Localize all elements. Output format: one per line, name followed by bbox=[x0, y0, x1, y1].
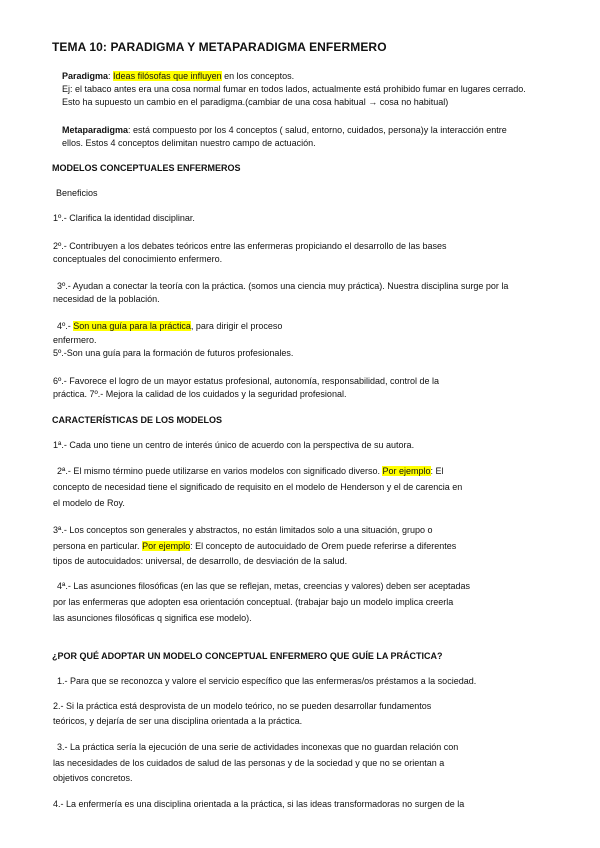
porque-4-line1: 4.- La enfermería es una disciplina orientada a la práctica, si las ideas transformadoras no surgen de la bbox=[53, 799, 465, 809]
beneficio-4-prefix: 4º.- bbox=[57, 321, 74, 331]
caracteristica-3-line3: tipos de autocuidados: universal, de desarrollo, de desviación de la salud. bbox=[53, 556, 348, 566]
caracteristica-2-highlight: Por ejemplo bbox=[382, 466, 431, 476]
beneficio-3-line1: 3º.- Ayudan a conectar la teoría con la práctica. (somos una ciencia muy práctica). Nuestra disciplina surge por la bbox=[57, 281, 509, 291]
beneficio-6-line1: 6º.- Favorece el logro de un mayor estatus profesional, autonomía, responsabilidad, control de la bbox=[53, 376, 440, 386]
paradigma-example: Ej: el tabaco antes era una cosa normal fumar en todos lados, actualmente está prohibido fumar en lugares cerrado. bbox=[62, 84, 526, 94]
caracteristica-4-line3: las asunciones filosóficas q significa ese modelo). bbox=[53, 613, 252, 623]
beneficio-6-line2: práctica. 7º.- Mejora la calidad de los cuidados y la seguridad profesional. bbox=[53, 389, 347, 399]
metaparadigma-rest: : está compuesto por los 4 conceptos ( salud, entorno, cuidados, persona)y la interacción entre bbox=[128, 125, 507, 135]
beneficio-2-line2: conceptuales del conocimiento enfermero. bbox=[53, 254, 223, 264]
caracteristica-3-line2 bbox=[53, 540, 456, 552]
caracteristica-4-line2: por las enfermeras que adopten esa orientación conceptual. (trabajar bajo un modelo implica creerla bbox=[53, 597, 454, 607]
metaparadigma-line2: ellos. Estos 4 conceptos delimitan nuestro campo de actuación. bbox=[62, 138, 316, 148]
paradigma-sep: : bbox=[108, 71, 114, 81]
section-heading-caracteristicas: CARACTERÍSTICAS DE LOS MODELOS bbox=[52, 415, 223, 425]
caracteristica-3-line1: 3ª.- Los conceptos son generales y abstractos, no están limitados solo a una situación, grupo o bbox=[53, 525, 433, 535]
page-title: TEMA 10: PARADIGMA Y METAPARADIGMA ENFERMERO bbox=[52, 40, 387, 54]
beneficio-2-line1: 2º.- Contribuyen a los debates teóricos entre las enfermeras propiciando el desarrollo de las bases bbox=[53, 241, 447, 251]
caracteristica-2-line3: el modelo de Roy. bbox=[53, 498, 125, 508]
caracteristica-4-line1: 4ª.- Las asunciones filosóficas (en las que se reflejan, metas, creencias y valores) deben ser aceptadas bbox=[57, 581, 471, 591]
beneficios-label: Beneficios bbox=[56, 188, 98, 198]
porque-3-line2: las necesidades de los cuidados de salud de las personas y de la sociedad y que no se orientan a bbox=[53, 758, 445, 768]
paradigma-note: Esto ha supuesto un cambio en el paradigma.(cambiar de una cosa habitual → cosa no habitual) bbox=[62, 97, 449, 107]
paradigma-highlight: Ideas filósofas que influyen bbox=[113, 71, 222, 81]
caracteristica-2-line1 bbox=[57, 465, 444, 477]
caracteristica-3-highlight: Por ejemplo bbox=[142, 541, 191, 551]
caracteristica-2-line2: concepto de necesidad tiene el significado de requisito en el modelo de Henderson y el de carencia en bbox=[53, 482, 463, 492]
section-heading-porque: ¿POR QUÉ ADOPTAR UN MODELO CONCEPTUAL ENFERMERO QUE GUÍE LA PRÁCTICA? bbox=[52, 651, 443, 661]
beneficio-4-highlight: Son una guía para la práctica bbox=[73, 321, 191, 331]
section-heading-modelos: MODELOS CONCEPTUALES ENFERMEROS bbox=[52, 163, 241, 173]
porque-1: 1.- Para que se reconozca y valore el servicio específico que las enfermeras/os préstamos a la sociedad. bbox=[57, 676, 477, 686]
paradigma-rest: en los conceptos. bbox=[221, 71, 295, 81]
beneficio-3-line2: necesidad de la población. bbox=[53, 294, 160, 304]
paradigma-term: Paradigma bbox=[62, 71, 109, 81]
porque-2-line2: teóricos, y dejaría de ser una disciplina orientada a la práctica. bbox=[53, 716, 303, 726]
caracteristica-2-prefix: 2ª.- El mismo término puede utilizarse en varios modelos con significado diverso. bbox=[57, 466, 383, 476]
caracteristica-1: 1ª.- Cada uno tiene un centro de interés único de acuerdo con la perspectiva de su autora. bbox=[53, 440, 415, 450]
porque-3-line3: objetivos concretos. bbox=[53, 773, 133, 783]
porque-3-line1: 3.- La práctica sería la ejecución de una serie de actividades inconexas que no guardan relación con bbox=[57, 742, 459, 752]
beneficio-4-line1 bbox=[57, 320, 282, 332]
beneficio-4-suffix: , para dirigir el proceso bbox=[190, 321, 283, 331]
porque-2-line1: 2.- Si la práctica está desprovista de un modelo teórico, no se pueden desarrollar fundamentos bbox=[53, 701, 432, 711]
caracteristica-3-prefix: persona en particular. bbox=[53, 541, 143, 551]
paradigma-line bbox=[62, 70, 294, 82]
metaparadigma-term: Metaparadigma bbox=[62, 125, 129, 135]
beneficio-1: 1º.- Clarifica la identidad disciplinar. bbox=[53, 213, 195, 223]
metaparadigma-line bbox=[62, 124, 507, 136]
caracteristica-2-suffix: : El bbox=[430, 466, 444, 476]
beneficio-5: 5º.-Son una guía para la formación de futuros profesionales. bbox=[53, 348, 294, 358]
caracteristica-3-suffix: : El concepto de autocuidado de Orem puede referirse a diferentes bbox=[190, 541, 457, 551]
beneficio-4-line2: enfermero. bbox=[53, 335, 97, 345]
